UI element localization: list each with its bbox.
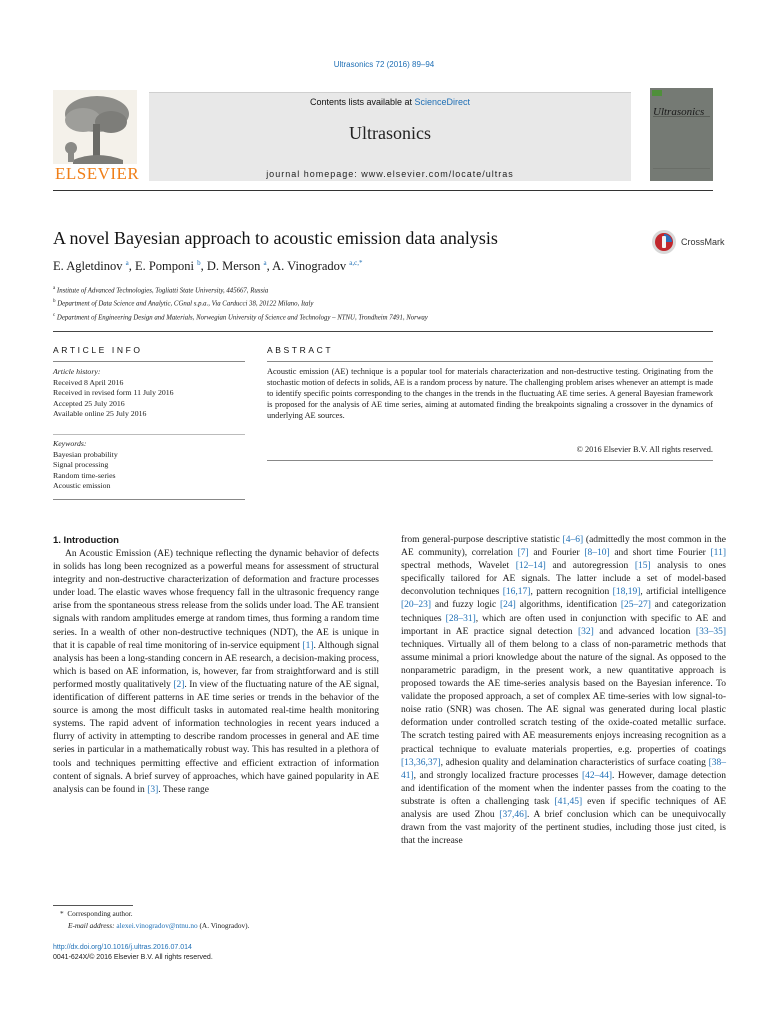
article-history — [53, 367, 245, 420]
abstract-heading: ABSTRACT — [267, 345, 334, 355]
journal-reference-link[interactable]: Ultrasonics 72 (2016) 89–94 — [333, 60, 435, 69]
citation-link[interactable]: [20–23] — [401, 600, 432, 611]
affiliation-item: $^a$ Institute of Advanced Technologies, Togliatti State University, 445667, Russia — [53, 286, 269, 295]
abstract-bottom-rule — [267, 460, 713, 461]
journal-title: Ultrasonics — [349, 123, 431, 143]
affiliation-list — [53, 283, 428, 323]
cover-title: Ultrasonics — [653, 106, 705, 118]
citation-link[interactable]: [28–31] — [445, 613, 476, 624]
journal-cover-image — [650, 88, 713, 181]
author-email-link[interactable]: alexei.vinogradov@ntnu.no — [116, 920, 198, 930]
keyword-item: Signal processing — [53, 460, 109, 469]
history-item: Received in revised form 11 July 2016 — [53, 388, 174, 397]
journal-header-box — [149, 92, 631, 181]
crossmark-icon — [651, 229, 677, 255]
article-info-bottom-rule — [53, 499, 245, 500]
keywords-label: Keywords: — [53, 439, 87, 448]
footnote: * Corresponding author. E-mail address: alexei.vinogradov@ntnu.no (A. Vinogradov). — [60, 909, 250, 930]
abstract-copyright: © 2016 Elsevier B.V. All rights reserved. — [576, 445, 713, 454]
issn-line: 0041-624X/© 2016 Elsevier B.V. All rights reserved. — [53, 954, 213, 961]
affiliation-item: $^b$ Department of Data Science and Analytic, CGnal s.p.a., Via Carducci 38, 20122 Milano, Italy — [53, 299, 314, 308]
author-list: E. Agletdinov $^a$, E. Pomponi $^b$, D. Merson $^a$, A. Vinogradov $^{a,c,*}$ — [53, 259, 363, 274]
keyword-item: Acoustic emission — [53, 481, 111, 490]
crossmark-button[interactable] — [651, 229, 731, 259]
author-affiliation-mark[interactable]: a,c,* — [349, 259, 363, 267]
citation-link[interactable]: [13,36,37] — [401, 757, 441, 768]
article-info-heading: ARTICLE INFO — [53, 345, 143, 355]
citation-link[interactable]: [41,45] — [554, 796, 583, 807]
section-divider — [53, 331, 713, 332]
author-name: D. Merson — [206, 259, 264, 274]
body-column-right — [401, 534, 726, 848]
author-name: E. Pomponi — [134, 259, 198, 274]
citation-link[interactable]: [12–14] — [515, 561, 546, 572]
author-name: E. Agletdinov — [53, 259, 126, 274]
history-item: Accepted 25 July 2016 — [53, 398, 125, 408]
citation-link[interactable]: [1] — [302, 640, 314, 651]
keyword-item: Random time-series — [53, 470, 116, 480]
journal-homepage: journal homepage: www.elsevier.com/locate/ultras — [266, 169, 514, 179]
author-affiliation-mark[interactable]: a — [125, 259, 129, 267]
crossmark-label: CrossMark — [681, 237, 725, 247]
citation-link[interactable]: [24] — [500, 600, 516, 611]
citation-link[interactable]: [25–27] — [620, 600, 651, 611]
corresponding-author-note: Corresponding author. — [67, 909, 133, 918]
citation-link[interactable]: [16,17] — [502, 587, 531, 598]
citation-link[interactable]: [38–41] — [401, 757, 726, 781]
citation-link[interactable]: [7] — [517, 548, 529, 559]
contents-line: Contents lists available at ScienceDirect — [309, 97, 471, 107]
author-affiliation-mark[interactable]: a — [263, 259, 267, 267]
abstract-rule — [267, 361, 713, 362]
body-column-left — [53, 548, 379, 797]
cover-pattern-icon — [650, 88, 713, 181]
body-paragraph: from general-purpose descriptive statistic [4–6] (admittedly the most common in the AE community), correlation [7] and Fourier [8–10] and short time Fourier [11] spectral methods, Wavelet [12–14] and autoregression [15] analysis to ones specifically tailored for AE signals. The latter include a set of model-based deconvolution techniques [16,17], pattern recognition [18,19], artificial intelligence [20–23] and fuzzy logic [24] algorithms, identification [25–27] and categorization techniques [28–31], which are often used in conjunction with specific to AE and important in AE practice signal detection [32] and advanced location [33–35] techniques. Virtually all of them belong to a class of non-parametric methods that assume minimal a priori knowledge about the nature of the signal. As opposed to the nonparametric paradigm, in the present work, a new quantitative approach is proposed towards the AE time-series analysis based on the Bayesian inference. To validate the proposed approach, a set of complex AE time-series with low signal-to-noise ratio (SNR) was chosen. The AE signal was generated during local plastic deformation under controlled scratch testing of the oxide-coated metallic surface. The scratch testing paired with AE measurements enjoys increasing recognition as a practical technique to evaluate materials properties, e.g. properties of coatings [13,36,37], adhesion quality and delamination characteristics of surface coating [38–41], and strongly localized fracture processes [42–44]. However, damage detection and identification of the moment when the indenter passes from the coating to the substrate is often a challenging task [41,45] even if specific techniques of AE analysis are used Zhou [37,46]. A brief conclusion which can be unequivocally drawn from the vast majority of the pertinent studies, including those just cited, is that the increase — [401, 535, 727, 847]
affiliation-item: $^c$ Department of Engineering Design and Materials, Norwegian University of Science and Technology – NTNU, Trondheim 7491, Norway — [53, 312, 428, 321]
journal-masthead — [53, 88, 713, 184]
citation-link[interactable]: [11] — [710, 548, 726, 559]
history-label: Article history: — [53, 367, 101, 376]
body-paragraph: An Acoustic Emission (AE) technique reflecting the dynamic behavior of defects in solids has long been recognized as a powerful means for assessment of structural integrity and non-destructive characterization of deformation and fracture processes under load. The elastic waves whose frequency fall in the ultrasonic frequency range arise from the spontaneous stress release from the solids under load. The AE transient signals with random amplitudes emerge at random times, thus forming a random time series. In a wealth of other non-destructive techniques (NDT), the AE is unique in that it is capable of real time monitoring of in-service equipment [1]. Although signal analysis has been a long-standing concern in AE research, a decision-making process, which is based on AE information, is, however, far from straightforward and is still performed mostly qualitatively [2]. In view of the fluctuating nature of the AE signal, identification of different patterns in AE time series or trends in the behavior of the source is among the most difficult tasks in automated real-time health monitoring systems. The rapid advent of information technologies in recent years induced a flurry of activity in attempting to describe random processes in general and AE time series in particular in a mathematically robust way. This has resulted in a plethora of tools and techniques permitting effective and efficient extraction of information content of signals. A brief survey of approaches, which have gained popularity in AE analysis can be found in [3]. These range — [53, 549, 379, 795]
history-item: Received 8 April 2016 — [53, 377, 124, 387]
citation-link[interactable]: [3] — [147, 784, 159, 795]
citation-link[interactable]: [32] — [577, 626, 594, 637]
citation-link[interactable]: [2] — [173, 679, 185, 690]
article-info-rule — [53, 361, 245, 362]
doi-link[interactable]: http://dx.doi.org/10.1016/j.ultras.2016.07.014 — [53, 944, 192, 951]
header-divider — [53, 190, 713, 191]
citation-link[interactable]: [18,19] — [612, 587, 641, 598]
elsevier-wordmark: ELSEVIER — [55, 164, 140, 183]
citation-link[interactable]: [8–10] — [584, 548, 610, 559]
citation-link[interactable]: [37,46] — [499, 809, 527, 820]
citation-link[interactable]: [42–44] — [581, 770, 613, 781]
sciencedirect-link[interactable]: ScienceDirect — [414, 97, 471, 107]
history-item: Available online 25 July 2016 — [53, 409, 147, 418]
keyword-item: Bayesian probability — [53, 449, 118, 459]
introduction-heading: 1. Introduction — [53, 535, 119, 546]
keywords-rule — [53, 434, 245, 435]
footnote-rule — [53, 905, 133, 906]
citation-link[interactable]: [33–35] — [695, 626, 726, 637]
citation-link[interactable]: [15] — [634, 561, 651, 572]
citation-link[interactable]: [4–6] — [562, 535, 584, 545]
doi-block — [53, 943, 213, 963]
article-title: A novel Bayesian approach to acoustic emission data analysis — [53, 228, 498, 248]
keywords-list — [53, 439, 245, 492]
abstract-text: Acoustic emission (AE) technique is a popular tool for materials characterization and non-destructive testing. Originating from the stochastic motion of defects in solids, AE is a random process by nature. The challenging problem arises whenever an attempt is made to identify specific points corresponding to the changes in the trends in the fluctuating AE time series. A general Bayesian framework is proposed for the analysis of AE time series, aiming at automated finding the breakpoints signaling a crossover in the dynamics of underlying AE sources. — [267, 367, 713, 420]
author-affiliation-mark[interactable]: b — [197, 259, 201, 267]
author-name: A. Vinogradov — [272, 259, 350, 274]
